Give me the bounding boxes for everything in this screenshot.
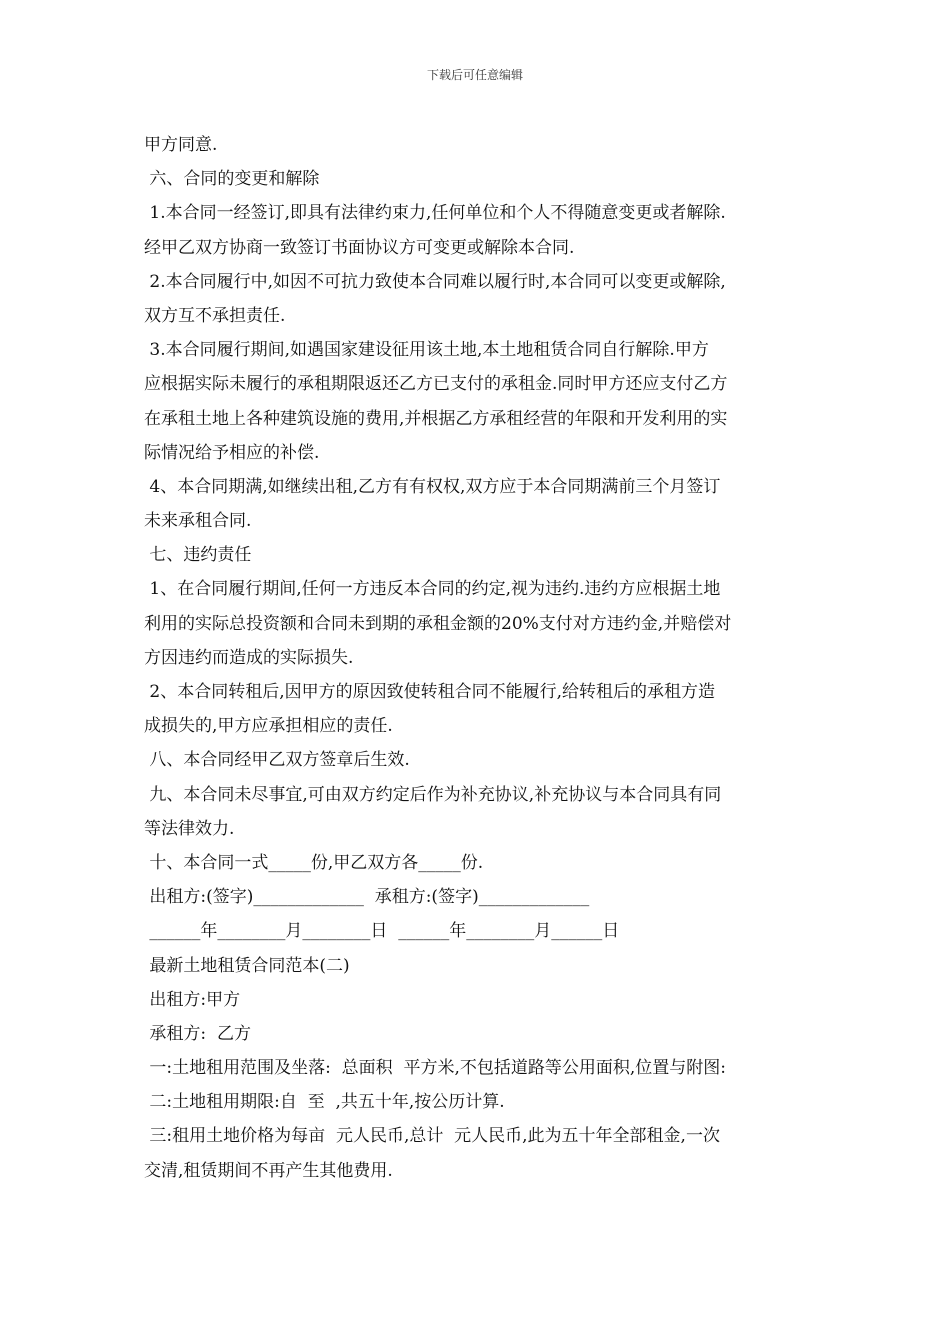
signature-line: 出租方:(签字)_____________ 承租方:(签字)_____________ (144, 887, 590, 908)
text-line: 十、本合同一式_____份,甲乙双方各_____份. (144, 852, 484, 873)
text-line: 在承租土地上各种建筑设施的费用,并根据乙方承租经营的年限和开发利用的实 (144, 408, 728, 429)
text-line: 利用的实际总投资额和合同未到期的承租金额的20%支付对方违约金,并赔偿对 (144, 613, 732, 634)
text-line: 1.本合同一经签订,即具有法律约束力,任何单位和个人不得随意变更或者解除. (144, 203, 726, 224)
section-heading: 七、违约责任 (144, 545, 252, 566)
document-body (144, 128, 824, 1188)
text-line: 1、在合同履行期间,任何一方违反本合同的约定,视为违约.违约方应根据土地 (144, 579, 721, 600)
text-line: 4、本合同期满,如继续出租,乙方有有权权,双方应于本合同期满前三个月签订 (144, 476, 721, 497)
text-line: 甲方同意. (144, 135, 218, 155)
text-line: 2.本合同履行中,如因不可抗力致使本合同难以履行时,本合同可以变更或解除, (144, 271, 726, 292)
party-line: 出租方:甲方 (144, 989, 241, 1010)
text-line: 双方互不承担责任. (144, 305, 286, 326)
party-line: 承租方: 乙方 (144, 1023, 251, 1044)
text-line: 际情况给予相应的补偿. (144, 442, 320, 463)
text-line: 方因违约而造成的实际损失. (144, 647, 354, 668)
text-line: 一:土地租用范围及坐落: 总面积 平方米,不包括道路等公用面积,位置与附图: (144, 1058, 727, 1079)
text-line: 等法律效力. (144, 818, 235, 839)
text-line: 经甲乙双方协商一致签订书面协议方可变更或解除本合同. (144, 237, 575, 258)
document-subtitle: 最新土地租赁合同范本(二) (144, 955, 350, 976)
text-line: 二:土地租用期限:自 至 ,共五十年,按公历计算. (144, 1092, 505, 1113)
text-line: 交清,租赁期间不再产生其他费用. (144, 1160, 393, 1181)
section-heading: 六、合同的变更和解除 (144, 169, 320, 190)
text-line: 三:租用土地价格为每亩 元人民币,总计 元人民币,此为五十年全部租金,一次 (144, 1126, 720, 1147)
text-line: 未来承租合同. (144, 511, 252, 532)
text-line: 九、本合同未尽事宜,可由双方约定后作为补充协议,补充协议与本合同具有同 (144, 784, 722, 805)
text-line: 2、本合同转租后,因甲方的原因致使转租合同不能履行,给转租后的承租方造 (144, 682, 716, 702)
text-line: 应根据实际未履行的承租期限返还乙方已支付的承租金.同时甲方还应支付乙方 (144, 374, 728, 395)
text-line: 成损失的,甲方应承担相应的责任. (144, 716, 393, 737)
date-line: ______年________月________日 ______年________月______日 (144, 921, 620, 942)
section-heading: 八、本合同经甲乙双方签章后生效. (144, 750, 410, 771)
page-header: 下载后可任意编辑 (426, 68, 523, 82)
text-line: 3.本合同履行期间,如遇国家建设征用该土地,本土地租赁合同自行解除.甲方 (144, 340, 709, 361)
